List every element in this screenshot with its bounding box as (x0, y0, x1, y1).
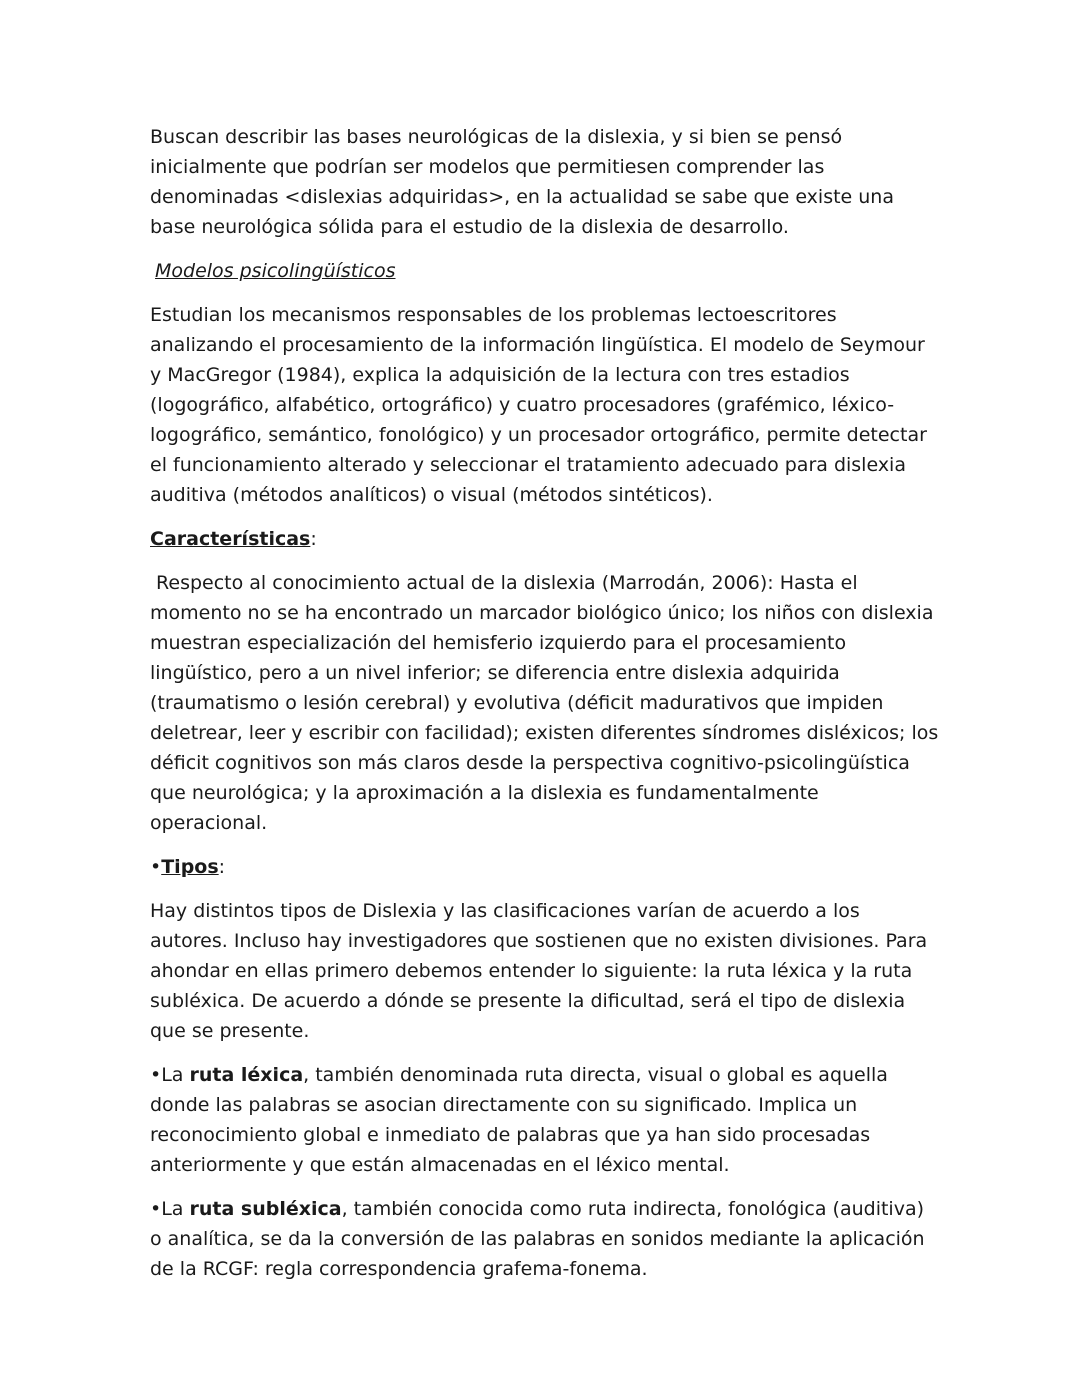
bullet-icon: • (150, 856, 162, 878)
tipos-colon: : (218, 856, 226, 878)
modelos-heading-line (150, 256, 940, 286)
intro-paragraph: Buscan describir las bases neurológicas de la dislexia, y si bien se pensó inicialmente que podrían ser modelos que permitiesen comprender las denominadas <dislexias adquiridas>, en la actualidad se sabe que existe una base neurológica sólida para el estudio de la dislexia de desarrollo. (150, 126, 894, 238)
ruta-sublexica-prefix: •La (150, 1198, 190, 1220)
ruta-sublexica-term: ruta subléxica (189, 1198, 342, 1220)
tipos-paragraph: Hay distintos tipos de Dislexia y las clasificaciones varían de acuerdo a los autores. Incluso hay investigadores que sostienen que no existen divisiones. Para ahondar en ellas primero debemos entender lo siguiente: la ruta léxica y la ruta subléxica. De acuerdo a dónde se presente la dificultad, será el tipo de dislexia que se presente. (150, 900, 928, 1042)
ruta-lexica-text: , también denominada ruta directa, visual o global es aquella donde las palabras se asocian directamente con su significado. Implica un reconocimiento global e inmediato de palabras que ya han sido procesadas anteriormente y que están almacenadas en el léxico mental. (150, 1064, 888, 1176)
document-page (150, 122, 945, 1298)
modelos-heading: Modelos psicolingüísticos (155, 260, 396, 282)
tipos-heading-line (150, 852, 940, 882)
caracteristicas-paragraph: Respecto al conocimiento actual de la dislexia (Marrodán, 2006): Hasta el momento no se ha encontrado un marcador biológico único; los niños con dislexia muestran especialización del hemisferio izquierdo para el procesamiento lingüístico, pero a un nivel inferior; se diferencia entre dislexia adquirida (traumatismo o lesión cerebral) y evolutiva (déficit madurativos que impiden deletrear, leer y escribir con facilidad); existen diferentes síndromes disléxicos; los déficit cognitivos son más claros desde la perspectiva cognitivo-psicolingüística que neurológica; y la aproximación a la dislexia es fundamentalmente operacional. (150, 572, 945, 834)
tipos-heading: Tipos (161, 856, 219, 878)
ruta-lexica-prefix: •La (150, 1064, 190, 1086)
modelos-paragraph: Estudian los mecanismos responsables de los problemas lectoescritores analizando el procesamiento de la información lingüística. El modelo de Seymour y MacGregor (1984), explica la adquisición de la lectura con tres estadios (logográfico, alfabético, ortográfico) y cuatro procesadores (grafémico, léxico-logográfico, semántico, fonológico) y un procesador ortográfico, permite detectar el funcionamiento alterado y seleccionar el tratamiento adecuado para dislexia auditiva (métodos analíticos) o visual (métodos sintéticos). (150, 304, 927, 506)
ruta-sublexica-paragraph (150, 1194, 940, 1284)
caracteristicas-heading-line (150, 524, 940, 554)
caracteristicas-colon: : (310, 528, 317, 550)
ruta-lexica-term: ruta léxica (189, 1064, 304, 1086)
ruta-sublexica-text: , también conocida como ruta indirecta, fonológica (auditiva) o analítica, se da la conversión de las palabras en sonidos mediante la aplicación de la RCGF: regla correspondencia grafema-fonema. (150, 1198, 925, 1280)
ruta-lexica-paragraph (150, 1060, 940, 1180)
caracteristicas-heading: Características (150, 528, 311, 550)
